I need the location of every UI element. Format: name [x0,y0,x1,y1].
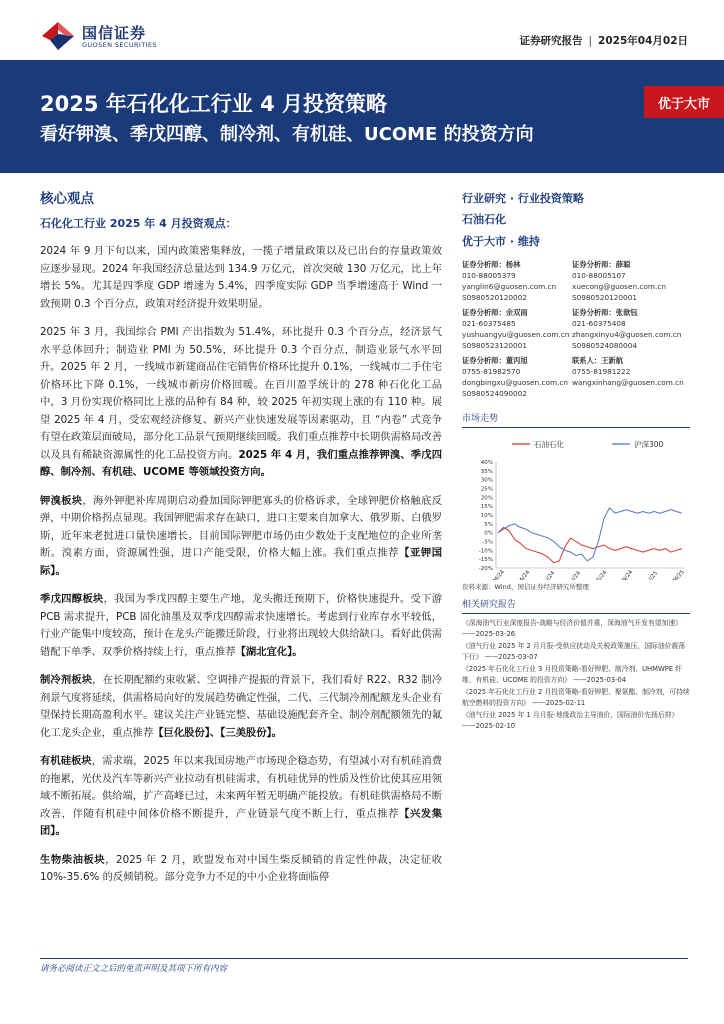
body-paragraph [40,672,442,742]
industry-rating: 优于大市 · 维持 [462,235,540,248]
analyst-phone: 0755-81981222 [572,367,631,376]
y-tick-label: 0% [484,530,493,537]
report-meta: 证券研究报告 | 2025年04月02日 [519,35,688,47]
chart-svg [462,432,690,580]
analyst-name: 王新航 [601,356,624,365]
analyst-phone: 0755-81982570 [462,367,521,376]
analyst-card [572,259,690,303]
logo-mark-icon [40,20,76,52]
analyst-phone: 021-60375408 [572,319,626,328]
x-tick-label: J/24 [570,570,583,580]
y-tick-label: 5% [484,521,493,528]
paragraph-list [40,243,442,887]
section-title: 核心观点 [40,191,94,207]
analyst-phone: 010-88005379 [462,271,516,280]
analyst-cert: S0980524080004 [572,341,637,350]
paragraph-lead: 制冷剂板块 [40,674,93,686]
paragraph-text: ，我国为季戊四醇主要生产地，龙头搬迁预期下，价格快速提升。受下游 PCB 需求提升，PCB 固化油墨及双季戊四醇需求快速增长。考虑到行业库存水平较低，行业产能集中度较高，预计在龙头产能搬迁阶段，行业将出现较大供给缺口。看好此供需错配下单季、双季价格持续上行，重点推荐 [40,593,443,658]
series-line [498,527,682,562]
paragraph-text: ，海外钾肥补库周期启动叠加国际钾肥寡头的价格诉求，全球钾肥价格触底反弹，中期价格拐点显现。我国钾肥需求存在缺口，进口主要来自加拿大、俄罗斯、白俄罗斯，近年来老挝进口量快速增长。目前国际钾肥市场仍由少数处于支配地位的企业所垄断。溴素方面，资源属性强，进口产能受限，价格大幅上涨。我们重点推荐 [40,494,443,559]
market-trend-header: 市场走势 [462,411,690,428]
legend-label: 沪深300 [634,440,664,449]
analyst-card [462,307,572,351]
x-tick-label: A/24 [518,569,532,580]
y-tick-label: 40% [480,460,493,466]
body-paragraph [40,324,442,482]
rating-badge: 优于大市 [644,86,724,118]
report-title: 2025 年石化化工行业 4 月投资策略 [40,92,387,116]
related-report-item[interactable]: 《油气行业 2025 年 2 月月报-受供应扰动及关税政策施压，国际油价震荡下行》 ——2025-03-07 [462,642,686,661]
related-report-item[interactable]: 《油气行业 2025 年 1 月月报-地缘政治主导油价，国际油价先扬后抑》 ——2025-02-10 [462,711,679,730]
industry-name: 石油石化 [462,213,506,226]
paragraph-text: ，2025 年 2 月，欧盟发布对中国生柴反倾销的肯定性仲裁，决定征收 10%-35.6% 的反倾销税。部分竞争力不足的中小企业将面临停 [40,853,443,883]
y-tick-label: -10% [478,548,493,555]
analyst-cert: S0980523120001 [462,341,527,350]
y-tick-label: 20% [480,495,493,502]
x-tick-label: J/24 [544,570,557,580]
legend-label: 石油石化 [534,440,564,449]
analyst-email: wangxinhang@guosen.com.cn [572,378,684,387]
analyst-email: yushuangyu@guosen.com.cn [462,330,570,339]
logo-subtext: GUOSEN SECURITIES [82,41,157,49]
analyst-card [572,307,690,351]
report-type: 证券研究报告 [519,35,583,47]
section-subtitle: 石化化工行业 2025 年 4 月投资观点： [40,217,237,230]
paragraph-emphasis: 【兴发集团】。 [40,807,443,837]
report-date: 2025年04月02日 [598,35,688,47]
paragraph-text: 2024 年 9 月下旬以来，国内政策密集释放，一揽子增量政策以及已出台的存量政策效应逐步显现。2024 年我国经济总量达到 134.9 万亿元，首次突破 130 万亿元，比上年增长 5%。尤其是四季度 GDP 增速为 5.4%，四季度实际 GDP 当季增速高于 Wind 一致预期 0.3 个百分点，政策对经济提升效果明显。 [40,245,442,310]
analyst-phone: 010-88005107 [572,271,626,280]
paragraph-text: ，需求端，2025 年以来我国房地产市场现企稳态势，有望减小对有机硅消费的拖累，光伏及汽车等新兴产业拉动有机硅需求，有机硅优异的性质及性价比使其应用领域不断拓展。供给端，扩产高峰已过，未来两年暂无明确产能投放。有机硅供需格局不断改善，伴随有机硅中间体价格不断提升，产业链景气度不断上行，重点推荐 [40,755,443,820]
analyst-card [462,259,572,303]
related-report-item[interactable]: 《2025 年石化化工行业 2 月投资策略-看好钾肥、聚氨酯、制冷剂，可持续航空燃料的投资方向》 ——2025-02-11 [462,688,690,707]
sidebar [462,190,690,733]
report-subtitle: 看好钾溴、季戊四醇、制冷剂、有机硅、UCOME 的投资方向 [40,124,534,145]
analyst-name: 薛聪 [615,260,631,269]
paragraph-lead: 生物柴油板块 [40,853,106,866]
analyst-email: xuecong@guosen.com.cn [572,282,666,291]
analyst-label: 证券分析师： [462,356,506,365]
x-tick-label: M/24 [492,569,506,580]
analyst-email: zhangxinyu4@guosen.com.cn [572,330,682,339]
analyst-email: dongbingxu@guosen.com.cn [462,378,569,387]
body-paragraph [40,493,442,581]
analyst-label: 证券分析师： [462,260,506,269]
analyst-cert: S0980520120002 [462,293,527,302]
y-tick-label: 25% [480,486,493,493]
y-tick-label: -5% [482,539,493,546]
y-tick-label: -15% [478,557,493,564]
paragraph-lead: 季戊四醇板块 [40,593,104,605]
paragraph-emphasis: 2025 年 4 月，我们重点推荐钾溴、季戊四醇、制冷剂、有机硅、UCOME 等领域投资方向。 [40,448,442,478]
analyst-name: 杨林 [505,260,521,269]
y-tick-label: 35% [480,468,493,475]
body-paragraph [40,852,442,887]
related-reports-list [462,618,690,731]
paragraph-emphasis: 【湖北宜化】。 [235,645,303,658]
logo-text: 国信证券 [82,24,147,42]
footer-divider [40,958,688,959]
paragraph-emphasis: 【亚钾国际】。 [40,547,443,577]
x-tick-label: N/24 [621,569,635,580]
related-reports-header: 相关研究报告 [462,597,690,614]
analyst-label: 证券分析师： [462,308,506,317]
x-tick-label: S/24 [595,569,609,580]
paragraph-lead: 钾溴板块 [40,494,83,507]
analyst-label: 证券分析师： [572,260,616,269]
paragraph-text: ，在长期配额约束收紧、空调排产提振的背景下，我们看好 R22、R32 制冷剂景气度将延续，供需格局向好的发展趋势确定性强，二代、三代制冷剂配额龙头企业有望保持长期高盈利水平。建议关注产业链完整、基础设施配套齐全、制冷剂配额领先的氟化工龙头企业，重点推荐 [40,674,443,739]
footer-disclaimer: 请务必阅读正文之后的免责声明及其项下所有内容 [40,964,228,974]
y-tick-label: -20% [478,566,493,572]
x-tick-label: J/25 [647,570,660,580]
related-report-item[interactable]: 《2025 年石化化工行业 3 月投资策略-看好钾肥、制冷剂、UHMWPE 纤维、有机硅、UCOME 的投资方向》 ——2025-03-04 [462,665,683,684]
report-category: 行业研究 · 行业投资策略 [462,192,584,205]
body-paragraph [40,243,442,313]
body-paragraph [40,753,442,841]
analyst-label: 联系人： [572,356,602,365]
analyst-name: 张歆钰 [615,308,638,317]
analyst-cert: S0980520120001 [572,293,637,302]
analyst-card [572,355,690,399]
analyst-cert: S0980524090002 [462,389,527,398]
paragraph-emphasis: 【巨化股份】、【三美股份】。 [153,726,282,739]
y-tick-label: 30% [480,477,493,484]
related-report-item[interactable]: 《深海油气行业深度报告-战略与经济价值并重，深海油气开发有望加速》 ——2025-03-26 [462,619,682,638]
analyst-email: yanglin6@guosen.com.cn [462,282,557,291]
analyst-list [462,259,690,399]
series-line [498,508,682,561]
analyst-name: 余双雨 [505,308,528,317]
y-tick-label: 15% [480,504,493,511]
analyst-name: 董丙旭 [505,356,528,365]
paragraph-lead: 有机硅板块 [40,755,92,767]
body-paragraph [40,591,442,661]
market-trend-chart [462,432,690,580]
paragraph-text: 2025 年 3 月，我国综合 PMI 产出指数为 51.4%，环比提升 0.3 个百分点，经济景气水平总体回升；制造业 PMI 为 50.5%，环比提升 0.3 个百分点，制造业景气水平回升。2025 年 2 月，一线城市新建商品住宅销售价格环比提升 0.1%，一线城市二手住宅价格环比下降 0.1%，一线城市新房价格回暖。在百川盈孚统计的 278 种石化化工品中，3 月份实现价格同比上涨的品种有 84 种，较 2025 年初实现上涨的有 110 种。展望 2025 年 4 月，受宏观经济修复、新兴产业快速发展等因素驱动，且 “内卷” 式竞争有望在政策层面破局，部分化工品景气预期继续回暖。我们重点推荐中长期供需格局改善以及具有稀缺资源属性的化工品投资方向。 [40,326,442,461]
chart-source: 资料来源：Wind、国信证券经济研究所整理 [462,583,589,591]
analyst-card [462,355,572,399]
core-views [40,187,442,898]
analyst-phone: 021-60375485 [462,319,516,328]
x-tick-label: M/25 [672,569,686,580]
analyst-label: 证券分析师： [572,308,616,317]
y-tick-label: 10% [480,513,493,519]
